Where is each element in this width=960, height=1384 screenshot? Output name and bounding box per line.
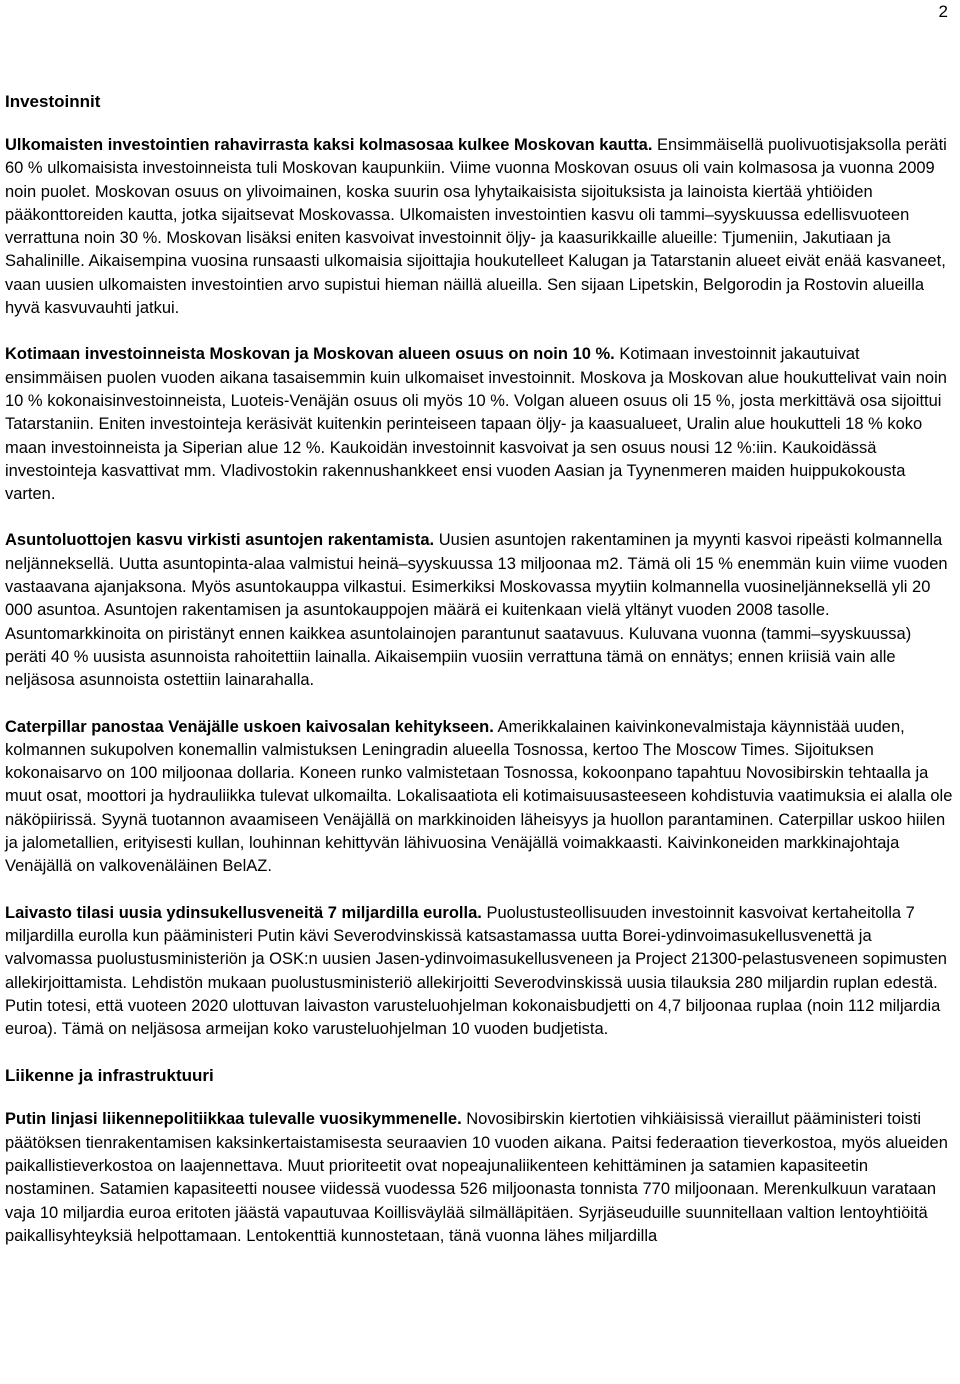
paragraph-lead: Laivasto tilasi uusia ydinsukellusveneitä 7 miljardilla eurolla.	[5, 903, 482, 922]
section-heading-investoinnit: Investoinnit	[5, 92, 101, 111]
paragraph-body: Novosibirskin kiertotien vihkiäisissä vieraillut pääministeri toisti päätöksen tienrakentamisen kaksinkertaistamisesta seuraavien 10 vuoden aikana. Paitsi federaation tieverkostoa, myös alueiden paikallistieverkostoa on laajennettava. Muut prioriteetit ovat nopeajunaliikenteen kehittäminen ja satamien kapasiteetin nostaminen. Satamien kapasiteetti nousee viidessä vuodessa 526 miljoonasta tonnista 770 miljoonaan. Merenkulkuun varataan vaja 10 miljardia euroa eritoten jäästä vapautuvaa Koillisväylää silmälläpitäen. Syrjäseuduille suunnitellaan valtion lentoyhtiöitä paikallisyhteyksiä helpottamaan. Lentokenttiä kunnostetaan, tänä vuonna lähes miljardilla	[5, 1110, 948, 1245]
paragraph-body: Uusien asuntojen rakentaminen ja myynti kasvoi ripeästi kolmannella neljänneksellä. Uutta asuntopinta-alaa valmistui heinä–syyskuussa 13 miljoonaa m2. Tämä oli 15 % enemmän kuin viime vuoden vastaavana ajanjaksona. Myös asuntokauppa vilkastui. Esimerkiksi Moskovassa myytiin kolmannella vuosineljänneksellä yli 20 000 asuntoa. Asuntojen rakentamisen ja asuntokauppojen määrä ei kuitenkaan vielä yltänyt vuoden 2008 tasolle. Asuntomarkkinoita on piristänyt ennen kaikkea asuntolainojen parantunut saatavuus. Kuluvana vuonna (tammi–syyskuussa) peräti 40 % uusista asunnoista rahoitettiin lainalla. Aikaisempiin vuosiin verrattuna tämä on ennätys; ennen kriisiä vain alle neljäsosa asunnoista ostettiin lainarahalla.	[5, 531, 948, 690]
paragraph-housing-loans	[5, 529, 957, 692]
paragraph-body: Kotimaan investoinnit jakautuivat ensimmäisen puolen vuoden aikana tasaisemmin kuin ulkomaiset investoinnit. Moskova ja Moskovan alue houkuttelivat vain noin 10 % kokonaisinvestoinneista, Luoteis-Venäjän osuus oli myös 10 %. Volgan alueen osuus oli 15 %, josta merkittävä osa sijoittui Tatarstaniin. Eniten investointeja keräsivät kuitenkin perinteiseen tapaan öljy- ja kaasualueet, Uralin alue houkutteli 18 % koko maan investoinneista ja Siperian alue 12 %. Kaukoidän investoinnit kasvoivat ja sen osuus nousi 12 %:iin. Kaukoidässä investointeja kasvattivat mm. Vladivostokin rakennushankkeet ensi vuoden Aasian ja Tyynenmeren maiden huippukokousta varten.	[5, 345, 947, 504]
paragraph-body: Puolustusteollisuuden investoinnit kasvoivat kertaheitolla 7 miljardilla eurolla kun pääministeri Putin kävi Severodvinskissä katsastamassa uutta Borei-ydinvoimasukellusvenettä ja valvomassa puolustusministeriön ja OSK:n uusien Jasen-ydinvoimasukellusveneen ja Project 21300-pelastusveneen sopimusten allekirjoittamista. Lehdistön mukaan puolustusministeriö allekirjoitti Severodvinskissä uusia tilauksia 280 miljardin ruplan edestä. Putin totesi, että vuoteen 2020 ulottuvan laivaston varusteluohjelman kokonaisbudjetti on 4,7 biljoonaa ruplaa (noin 112 miljardia euroa). Tämä on neljäsosa armeijan koko varusteluohjelman 10 vuoden budjetista.	[5, 903, 947, 1039]
paragraph-foreign-investment	[5, 134, 957, 320]
paragraph-transport-policy	[5, 1108, 957, 1248]
page-number: 2	[938, 2, 948, 21]
paragraph-lead: Ulkomaisten investointien rahavirrasta kaksi kolmasosaa kulkee Moskovan kautta.	[5, 136, 653, 154]
paragraph-body: Amerikkalainen kaivinkonevalmistaja käynnistää uuden, kolmannen sukupolven konemallin valmistuksen Leningradin alueella Tosnossa, kertoo The Moscow Times. Sijoituksen kokonaisarvo on 100 miljoonaa dollaria. Koneen runko valmistetaan Tosnossa, kokoonpano tapahtuu Novosibirskin tehtaalla ja muut osat, moottori ja hydrauliikka tulevat ulkomailta. Lokalisaatiota eli kotimaisuusasteeseen kohdistuvia vaatimuksia ei alalla ole näköpiirissä. Syynä tuotannon avaamiseen Venäjällä on markkinoiden läheisyys ja huollon parantaminen. Caterpillar uskoo hiilen ja jalometallien, erityisesti kullan, louhinnan kehittyvän lähivuosina Venäjällä voimakkaasti. Kaivinkoneiden markkinajohtaja Venäjällä on valkovenäläinen BelAZ.	[5, 717, 953, 876]
paragraph-caterpillar	[5, 716, 957, 879]
section-heading-liikenne: Liikenne ja infrastruktuuri	[5, 1066, 214, 1086]
paragraph-lead: Caterpillar panostaa Venäjälle uskoen kaivosalan kehitykseen.	[5, 717, 494, 736]
paragraph-lead: Putin linjasi liikennepolitiikkaa tulevalle vuosikymmenelle.	[5, 1110, 462, 1129]
document-body	[5, 90, 957, 1248]
paragraph-navy-submarines	[5, 902, 957, 1042]
paragraph-lead: Asuntoluottojen kasvu virkisti asuntojen rakentamista.	[5, 531, 435, 550]
paragraph-body: Ensimmäisellä puolivuotisjaksolla peräti 60 % ulkomaisista investoinneista tuli Moskovan kaupunkiin. Viime vuonna Moskovan osuus oli vain kolmasosa ja vuonna 2009 noin puolet. Moskovan osuus on ylivoimainen, koska suurin osa lyhytaikaisista sijoituksista ja lainoista kiertää yhtiöiden pääkonttoreiden kautta, jotka sijaitsevat Moskovassa. Ulkomaisten investointien kasvu oli tammi–syyskuussa edellisvuoteen verrattuna noin 30 %. Moskovan lisäksi eniten kasvoivat investoinnit öljy- ja kaasurikkaille alueille: Tjumeniin, Jakutiaan ja Sahalinille. Aikaisempina vuosina runsaasti ulkomaisia sijoittajia houkutelleet Kalugan ja Tatarstanin alueet eivät enää kasvaneet, vaan uusien ulkomaisten investointien arvo supistui hieman näillä alueilla. Sen sijaan Lipetskin, Belgorodin ja Rostovin alueilla hyvä kasvuvauhti jatkui.	[5, 136, 947, 318]
paragraph-domestic-investment	[5, 343, 957, 506]
paragraph-lead: Kotimaan investoinneista Moskovan ja Moskovan alueen osuus on noin 10 %.	[5, 345, 615, 364]
